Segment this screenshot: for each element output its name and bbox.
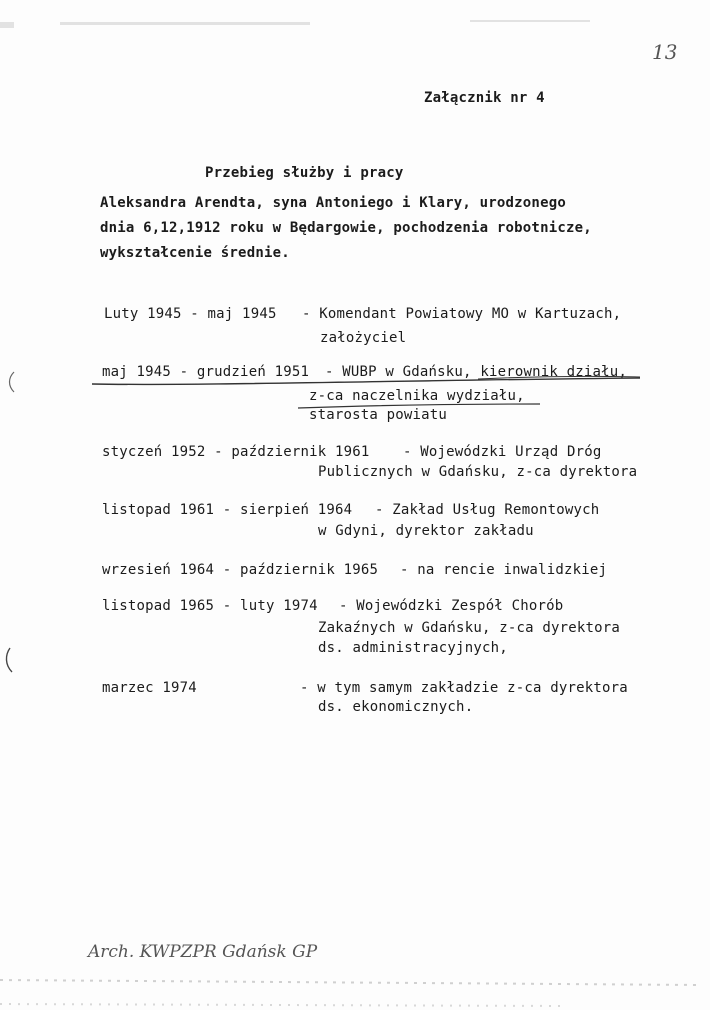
archive-note: Arch. KWPZPR Gdańsk GP xyxy=(88,942,318,962)
scan-noise-top xyxy=(60,22,310,25)
page-number: 13 xyxy=(652,40,678,64)
annex-label: Załącznik nr 4 xyxy=(424,90,545,106)
intro-line-3: wykształcenie średnie. xyxy=(100,245,290,261)
intro-line-1: Aleksandra Arendta, syna Antoniego i Klary, urodzonego xyxy=(100,195,566,211)
entry-detail: założyciel xyxy=(320,330,407,346)
entry-detail: - Zakład Usług Remontowych xyxy=(375,502,600,518)
entry-detail: - na rencie inwalidzkiej xyxy=(400,562,608,578)
entry-detail: w Gdyni, dyrektor zakładu xyxy=(318,523,534,539)
scan-noise-top-right xyxy=(470,20,590,22)
scan-noise xyxy=(0,1004,560,1006)
entry-detail: - Komendant Powiatowy MO w Kartuzach, xyxy=(302,306,622,322)
entry-detail: ds. administracyjnych, xyxy=(318,640,508,656)
intro-line-2: dnia 6,12,1912 roku w Będargowie, pochodzenia robotnicze, xyxy=(100,220,592,236)
entry-detail: z-ca naczelnika wydziału, xyxy=(309,388,525,404)
entry-period: styczeń 1952 - październik 1961 xyxy=(102,444,370,460)
entry-period: marzec 1974 xyxy=(102,680,197,696)
entry-detail: - Wojewódzki Zespół Chorób xyxy=(339,598,564,614)
margin-mark xyxy=(6,648,12,672)
entry-detail: - WUBP w Gdańsku, kierownik działu, xyxy=(325,364,628,380)
entry-detail: - w tym samym zakładzie z-ca dyrektora xyxy=(300,680,628,696)
entry-period: wrzesień 1964 - październik 1965 xyxy=(102,562,379,578)
entry-detail: ds. ekonomicznych. xyxy=(318,699,474,715)
entry-detail: starosta powiatu xyxy=(309,407,448,423)
entry-detail: Zakaźnych w Gdańsku, z-ca dyrektora xyxy=(318,620,621,636)
entry-period: listopad 1961 - sierpień 1964 xyxy=(102,502,353,518)
margin-mark xyxy=(10,372,15,392)
scan-noise-corner xyxy=(0,22,14,28)
entry-period: maj 1945 - grudzień 1951 xyxy=(102,364,310,380)
entry-period: listopad 1965 - luty 1974 xyxy=(102,598,318,614)
entry-period: Luty 1945 - maj 1945 xyxy=(104,306,277,322)
entry-detail: Publicznych w Gdańsku, z-ca dyrektora xyxy=(318,464,638,480)
scan-noise xyxy=(0,980,700,985)
entry-detail: - Wojewódzki Urząd Dróg xyxy=(403,444,602,460)
document-title: Przebieg służby i pracy xyxy=(205,165,404,181)
